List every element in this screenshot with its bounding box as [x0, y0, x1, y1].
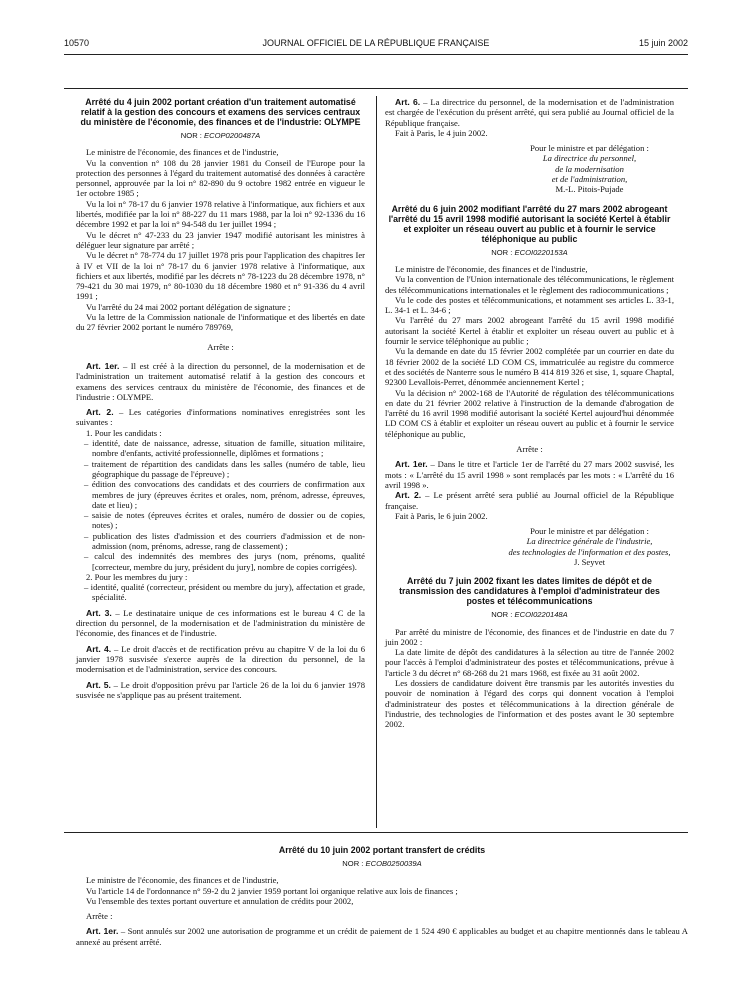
signature-role: des technologies de l'information et des postes, [508, 546, 671, 557]
paragraph: Vu l'arrêté du 27 mars 2002 abrogeant l'arrêté du 15 avril 1998 modifié autorisant la société Kertel à établir et exploiter un réseau ouvert au public et à fournir le service téléphonique au public ; [385, 315, 674, 347]
issue-date: 15 juin 2002 [638, 38, 688, 48]
right-column [385, 97, 674, 730]
page-number: 10570 [64, 38, 90, 48]
list-item: – calcul des indemnités des membres des jurys (nom, prénoms, qualité [correcteur, membre du jury, président du jury], nombre de copies corrigées). [84, 551, 365, 572]
signature-place-date: Fait à Paris, le 4 juin 2002. [395, 127, 488, 138]
list-item: – identité, qualité (correcteur, président ou membre du jury), affectation et grade, spécialité. [84, 582, 365, 603]
list-item: – identité, date de naissance, adresse, situation de famille, situation militaire, nombre d'enfants, activité professionnelle, diplômes et formations ; [84, 438, 365, 459]
signature-role: de la modernisation [555, 163, 624, 174]
paragraph: Vu l'arrêté du 24 mai 2002 portant délégation de signature ; [86, 301, 291, 312]
article-1: Art. 1er. – Il est créé à la direction du personnel, de la modernisation et de l'administration un traitement automatisé relatif à la gestion des concours et examens des services centraux du ministère de l'économie, des finances et de l'industrie : OLYMPE. [76, 360, 365, 402]
article-1: Art. 1er. – Sont annulés sur 2002 une autorisation de programme et un crédit de paiement de 1 524 490 € applicables au budget et au chapitre mentionnés dans le tableau A annexé au présent arrêté. [76, 926, 688, 947]
paragraph: Vu l'article 14 de l'ordonnance n° 59-2 du 2 janvier 1959 portant loi organique relative aux lois de finances ; [86, 885, 458, 896]
header-rule [64, 54, 688, 55]
list-item: – traitement de répartition des candidats dans les salles (numéro de table, lieu géographique du passage de l'épreuve) ; [84, 458, 365, 479]
paragraph: Vu la convention de l'Union internationale des télécommunications, le règlement des télécommunications internationales et le règlement des radiocommunications ; [385, 274, 674, 295]
article-4: Art. 4. – Le droit d'accès et de rectification prévu au chapitre V de la loi du 6 janvier 1978 susvisée s'exerce auprès de la direction du personnel, de la modernisation et de l'administration, service des concours. [76, 643, 366, 675]
paragraph: Vu la loi n° 78-17 du 6 janvier 1978 relative à l'informatique, aux fichiers et aux libertés, modifiée par la loi n° 88-227 du 11 mars 1988, par la loi n° 92-1336 du 16 décembre 1992 et par la loi n° 94-548 du 1er juillet 1994 ; [76, 198, 365, 230]
paragraph: Vu le décret n° 47-233 du 23 janvier 1947 modifié autorisant les ministres à déléguer leur signature par arrêté ; [76, 229, 365, 250]
decree-title-kertel: Arrêté du 6 juin 2002 modifiant l'arrêté du 27 mars 2002 abrogeant l'arrêté du 15 avril 1998 modifié autorisant la société Kertel à établir et exploiter un réseau ouvert au public et à fournir le service téléphonique au public [388, 203, 671, 244]
column-divider [376, 96, 377, 828]
article-3: Art. 3. – Le destinataire unique de ces informations est le bureau 4 C de la direction du personnel, de la modernisation et de l'administration du ministère de l'économie, des finances et de l'industrie. [76, 607, 365, 639]
arrete-heading: Arrête : [86, 911, 113, 922]
article-1: Art. 1er. – Dans le titre et l'article 1er de l'arrêté du 27 mars 2002 susvisé, les mots : « L'arrêté du 15 avril 1998 » sont remplacés par les mots : « L'arrêté du 16 avril 1998 ». [385, 459, 674, 490]
article-2: Art. 2. – Les catégories d'informations nominatives enregistrées sont les suivantes : [76, 407, 366, 428]
signatory-name: M.-L. Pitois-Pujade [555, 184, 624, 195]
arrete-heading: Arrête : [207, 341, 234, 352]
bottom-section [76, 845, 688, 947]
left-column [76, 97, 365, 700]
paragraph: Vu l'ensemble des textes portant ouverture et annulation de crédits pour 2002, [86, 895, 354, 906]
list-item: – publication des listes d'admission et des courriers d'admission et de non-admission (nom, prénoms, adresse, rang de classement) ; [84, 530, 365, 551]
nor-reference: NOR : ECOP0200487A [180, 131, 261, 140]
list-item: – saisie de notes (épreuves écrites et orales, numéro de dossier ou de copies, notes) ; [84, 510, 365, 531]
paragraph: Vu la lettre de la Commission nationale de l'informatique et des libertés en date du 27 février 2002 portant le numéro 789769, [76, 312, 365, 333]
nor-reference: NOR : ECOB0250039A [342, 859, 422, 868]
paragraph: Le ministre de l'économie, des finances et de l'industrie, [395, 263, 588, 274]
top-rule [64, 88, 688, 89]
nor-reference: NOR : ECOI0220153A [491, 247, 568, 257]
signature-intro: Pour le ministre et par délégation : [530, 526, 649, 537]
paragraph: Le ministre de l'économie, des finances et de l'industrie, [86, 875, 279, 886]
paragraph: Vu la demande en date du 15 février 2002 complétée par un courrier en date du 18 février 2002 de la société LD COM CS, immatriculée au registre du commerce et des sociétés de Nanterre sous le numéro B 414 819 326 et sise, 1, square Chaptal, 92300 Levallois-Perret, dénommée anciennement Kertel ; [385, 346, 674, 388]
paragraph: La date limite de dépôt des candidatures à la sélection au titre de l'année 2002 pour l'accès à l'emploi d'administrateur des postes et télécommunications, prévue à l'article 3 du décret n° 68-268 du 21 mars 1968, est fixée au 31 août 2002. [385, 647, 674, 678]
arrete-heading: Arrête : [516, 444, 543, 455]
signature-role: La directrice générale de l'industrie, [526, 536, 653, 547]
signature-place-date: Fait à Paris, le 6 juin 2002. [395, 510, 488, 521]
signature-role: La directrice du personnel, [542, 153, 637, 164]
section-rule [64, 832, 688, 833]
page-header [64, 38, 688, 52]
paragraph: Vu la décision n° 2002-168 de l'Autorité de régulation des télécommunications en date du 21 février 2002 relative à l'instruction de la demande d'abrogation de l'arrêté du 16 avril 1998 modifié autorisant la société Kertel aujourd'hui dénommée LD COM CS à établir et exploiter un réseau ouvert au public et à fournir le service téléphonique au public, [385, 387, 674, 439]
article-6: Art. 6. – La directrice du personnel, de la modernisation et de l'administration est chargée de l'exécution du présent arrêté, qui sera publié au Journal officiel de la République française. [385, 97, 674, 128]
list-heading: 1. Pour les candidats : [86, 427, 162, 438]
list-heading: 2. Pour les membres du jury : [86, 571, 188, 582]
article-2: Art. 2. – Le présent arrêté sera publié au Journal officiel de la République française. [385, 490, 674, 511]
decree-title-administrateur: Arrêté du 7 juin 2002 fixant les dates limites de dépôt et de transmission des candidatures à l'emploi d'administrateur des postes et télécommunications [399, 576, 660, 607]
paragraph: Par arrêté du ministre de l'économie, des finances et de l'industrie en date du 7 juin 2002 : [385, 626, 674, 647]
paragraph: Vu le code des postes et télécommunications, et notamment ses articles L. 33-1, L. 34-1 et L. 34-6 ; [385, 294, 674, 316]
list-item: – édition des convocations des candidats et des courriers de confirmation aux membres de jury (épreuves écrites et orales, nom, prénom, adresse, épreuves, date et lieu) ; [84, 479, 365, 510]
journal-title: JOURNAL OFFICIEL DE LA RÉPUBLIQUE FRANÇAISE [262, 38, 490, 48]
signatory-name: J. Seyvet [573, 556, 606, 567]
signature-intro: Pour le ministre et par délégation : [530, 143, 649, 154]
nor-reference: NOR : ECOI0220148A [491, 610, 568, 620]
decree-title-transfert: Arrêté du 10 juin 2002 portant transfert de crédits [278, 845, 486, 855]
paragraph: Les dossiers de candidature doivent être transmis par les autorités investies du pouvoir de nomination à l'égard des corps qui donnent vocation à l'emploi d'administrateur des postes et télécommunications à la direction générale de l'industrie, des technologies de l'information et des postes avant le 30 septembre 2002. [385, 678, 674, 730]
signature-role: et de l'administration, [551, 174, 628, 185]
paragraph: Vu le décret n° 78-774 du 17 juillet 1978 pris pour l'application des chapitres Ier à IV et VII de la loi n° 78-17 du 6 janvier 1978 relative à l'informatique, aux fichiers et aux libertés, modifié par les décrets n° 78-1223 du 28 décembre 1978, n° 79-421 du 30 mai 1979, n° 80-1030 du 18 décembre 1980 et n° 91-336 du 4 avril 1991 ; [76, 250, 365, 302]
decree-title-olympe: Arrêté du 4 juin 2002 portant création d'un traitement automatisé relatif à la gestion des concours et examens des services centraux du ministère de l'économie, des finances et de l'industrie: OLYMPE [80, 97, 361, 127]
article-5: Art. 5. – Le droit d'opposition prévu par l'article 26 de la loi du 6 janvier 1978 susvisée ne s'applique pas au présent traitement. [76, 679, 366, 700]
paragraph: Vu la convention n° 108 du 28 janvier 1981 du Conseil de l'Europe pour la protection des personnes à l'égard du traitement automatisé des données à caractère personnel, approuvée par la loi n° 82-890 du 9 octobre 1982 entrée en vigueur le 1er octobre 1985 ; [76, 157, 365, 199]
paragraph: Le ministre de l'économie, des finances et de l'industrie, [86, 147, 279, 158]
